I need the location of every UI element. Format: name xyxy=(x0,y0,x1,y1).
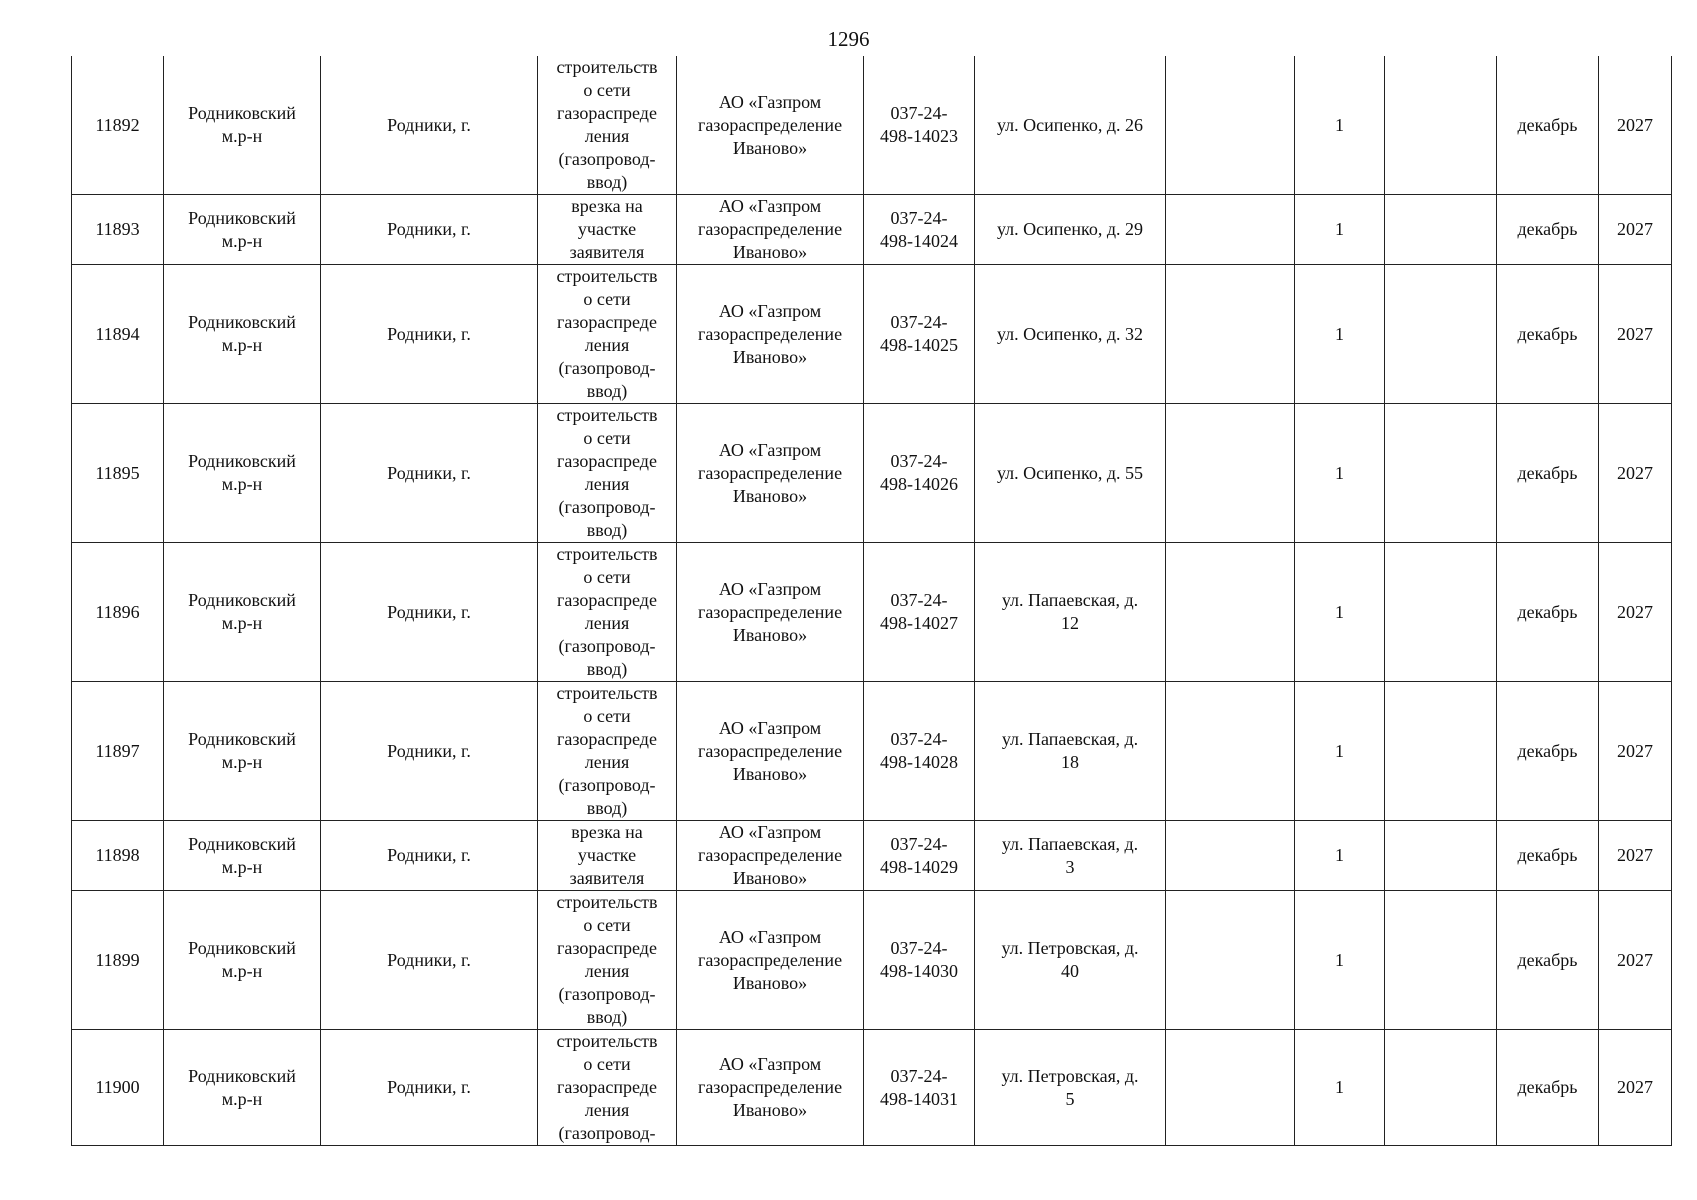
table-row xyxy=(72,821,1672,891)
organization-cell: АО «Газпром газораспределение Иваново» xyxy=(677,1030,864,1146)
year-cell: 2027 xyxy=(1599,265,1672,404)
locality-cell: Родники, г. xyxy=(321,1030,538,1146)
quantity-cell: 1 xyxy=(1295,56,1385,195)
application-code-cell: 037-24- 498-14030 xyxy=(864,891,975,1030)
year-cell: 2027 xyxy=(1599,56,1672,195)
application-code-cell: 037-24- 498-14024 xyxy=(864,195,975,265)
address-cell: ул. Папаевская, д. 3 xyxy=(975,821,1166,891)
table-body xyxy=(72,56,1672,1146)
locality-cell: Родники, г. xyxy=(321,682,538,821)
locality-cell: Родники, г. xyxy=(321,195,538,265)
application-code-cell: 037-24- 498-14029 xyxy=(864,821,975,891)
address-cell: ул. Осипенко, д. 55 xyxy=(975,404,1166,543)
quantity-cell: 1 xyxy=(1295,265,1385,404)
organization-cell: АО «Газпром газораспределение Иваново» xyxy=(677,821,864,891)
table-row xyxy=(72,265,1672,404)
application-code-cell: 037-24- 498-14027 xyxy=(864,543,975,682)
address-cell: ул. Петровская, д. 5 xyxy=(975,1030,1166,1146)
district-cell: Родниковский м.р-н xyxy=(164,682,321,821)
work-type-cell: строительств о сети газораспреде ления (газопровод- ввод) xyxy=(538,543,677,682)
application-code-cell: 037-24- 498-14023 xyxy=(864,56,975,195)
address-cell: ул. Осипенко, д. 32 xyxy=(975,265,1166,404)
row-number: 11900 xyxy=(72,1030,164,1146)
work-type-cell: врезка на участке заявителя xyxy=(538,821,677,891)
table-row xyxy=(72,404,1672,543)
table-row xyxy=(72,543,1672,682)
row-number: 11893 xyxy=(72,195,164,265)
empty-cell xyxy=(1166,821,1295,891)
address-cell: ул. Папаевская, д. 18 xyxy=(975,682,1166,821)
year-cell: 2027 xyxy=(1599,195,1672,265)
month-cell: декабрь xyxy=(1497,404,1599,543)
application-code-cell: 037-24- 498-14026 xyxy=(864,404,975,543)
organization-cell: АО «Газпром газораспределение Иваново» xyxy=(677,404,864,543)
month-cell: декабрь xyxy=(1497,1030,1599,1146)
empty-cell xyxy=(1385,195,1497,265)
row-number: 11897 xyxy=(72,682,164,821)
empty-cell xyxy=(1166,56,1295,195)
district-cell: Родниковский м.р-н xyxy=(164,891,321,1030)
locality-cell: Родники, г. xyxy=(321,821,538,891)
empty-cell xyxy=(1385,1030,1497,1146)
empty-cell xyxy=(1385,543,1497,682)
organization-cell: АО «Газпром газораспределение Иваново» xyxy=(677,195,864,265)
month-cell: декабрь xyxy=(1497,265,1599,404)
district-cell: Родниковский м.р-н xyxy=(164,265,321,404)
table-row xyxy=(72,56,1672,195)
district-cell: Родниковский м.р-н xyxy=(164,404,321,543)
quantity-cell: 1 xyxy=(1295,404,1385,543)
month-cell: декабрь xyxy=(1497,56,1599,195)
address-cell: ул. Папаевская, д. 12 xyxy=(975,543,1166,682)
year-cell: 2027 xyxy=(1599,891,1672,1030)
quantity-cell: 1 xyxy=(1295,821,1385,891)
month-cell: декабрь xyxy=(1497,821,1599,891)
registry-table xyxy=(71,56,1672,1146)
work-type-cell: строительств о сети газораспреде ления (газопровод- ввод) xyxy=(538,682,677,821)
work-type-cell: строительств о сети газораспреде ления (газопровод- ввод) xyxy=(538,404,677,543)
month-cell: декабрь xyxy=(1497,682,1599,821)
table-row xyxy=(72,891,1672,1030)
locality-cell: Родники, г. xyxy=(321,56,538,195)
address-cell: ул. Петровская, д. 40 xyxy=(975,891,1166,1030)
empty-cell xyxy=(1166,682,1295,821)
empty-cell xyxy=(1385,891,1497,1030)
organization-cell: АО «Газпром газораспределение Иваново» xyxy=(677,682,864,821)
locality-cell: Родники, г. xyxy=(321,404,538,543)
district-cell: Родниковский м.р-н xyxy=(164,195,321,265)
application-code-cell: 037-24- 498-14028 xyxy=(864,682,975,821)
locality-cell: Родники, г. xyxy=(321,265,538,404)
organization-cell: АО «Газпром газораспределение Иваново» xyxy=(677,543,864,682)
empty-cell xyxy=(1385,265,1497,404)
row-number: 11899 xyxy=(72,891,164,1030)
work-type-cell: строительств о сети газораспреде ления (газопровод- ввод) xyxy=(538,56,677,195)
row-number: 11894 xyxy=(72,265,164,404)
empty-cell xyxy=(1166,404,1295,543)
district-cell: Родниковский м.р-н xyxy=(164,56,321,195)
application-code-cell: 037-24- 498-14025 xyxy=(864,265,975,404)
organization-cell: АО «Газпром газораспределение Иваново» xyxy=(677,265,864,404)
month-cell: декабрь xyxy=(1497,891,1599,1030)
locality-cell: Родники, г. xyxy=(321,543,538,682)
quantity-cell: 1 xyxy=(1295,682,1385,821)
locality-cell: Родники, г. xyxy=(321,891,538,1030)
empty-cell xyxy=(1166,891,1295,1030)
month-cell: декабрь xyxy=(1497,195,1599,265)
year-cell: 2027 xyxy=(1599,404,1672,543)
organization-cell: АО «Газпром газораспределение Иваново» xyxy=(677,891,864,1030)
district-cell: Родниковский м.р-н xyxy=(164,1030,321,1146)
page-number: 1296 xyxy=(827,27,870,51)
district-cell: Родниковский м.р-н xyxy=(164,543,321,682)
work-type-cell: врезка на участке заявителя xyxy=(538,195,677,265)
empty-cell xyxy=(1166,1030,1295,1146)
empty-cell xyxy=(1385,682,1497,821)
empty-cell xyxy=(1385,56,1497,195)
work-type-cell: строительств о сети газораспреде ления (газопровод- xyxy=(538,1030,677,1146)
year-cell: 2027 xyxy=(1599,821,1672,891)
address-cell: ул. Осипенко, д. 29 xyxy=(975,195,1166,265)
year-cell: 2027 xyxy=(1599,682,1672,821)
month-cell: декабрь xyxy=(1497,543,1599,682)
empty-cell xyxy=(1166,543,1295,682)
work-type-cell: строительств о сети газораспреде ления (газопровод- ввод) xyxy=(538,265,677,404)
row-number: 11892 xyxy=(72,56,164,195)
year-cell: 2027 xyxy=(1599,543,1672,682)
table-row xyxy=(72,682,1672,821)
empty-cell xyxy=(1166,265,1295,404)
year-cell: 2027 xyxy=(1599,1030,1672,1146)
empty-cell xyxy=(1385,821,1497,891)
quantity-cell: 1 xyxy=(1295,543,1385,682)
quantity-cell: 1 xyxy=(1295,195,1385,265)
empty-cell xyxy=(1385,404,1497,543)
table-row xyxy=(72,1030,1672,1146)
address-cell: ул. Осипенко, д. 26 xyxy=(975,56,1166,195)
empty-cell xyxy=(1166,195,1295,265)
work-type-cell: строительств о сети газораспреде ления (газопровод- ввод) xyxy=(538,891,677,1030)
table-row xyxy=(72,195,1672,265)
row-number: 11895 xyxy=(72,404,164,543)
quantity-cell: 1 xyxy=(1295,891,1385,1030)
application-code-cell: 037-24- 498-14031 xyxy=(864,1030,975,1146)
row-number: 11896 xyxy=(72,543,164,682)
organization-cell: АО «Газпром газораспределение Иваново» xyxy=(677,56,864,195)
district-cell: Родниковский м.р-н xyxy=(164,821,321,891)
row-number: 11898 xyxy=(72,821,164,891)
quantity-cell: 1 xyxy=(1295,1030,1385,1146)
